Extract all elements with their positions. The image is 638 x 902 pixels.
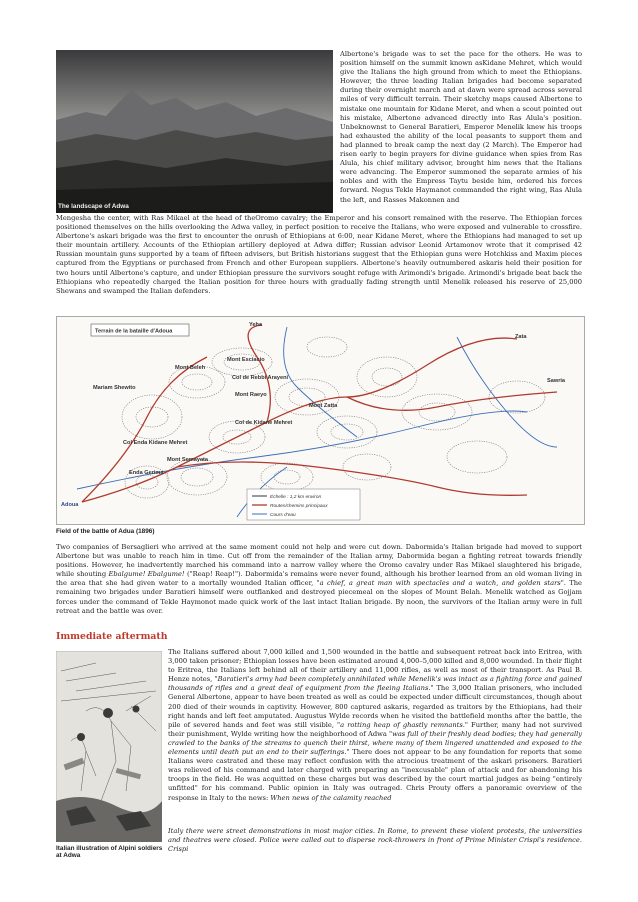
- map-place-esciacio: Mont Esciacio: [227, 357, 265, 363]
- aftermath-text-c: Further, many had not survived their punishment, Wylde writing how the neighborhood of Adwa ": [168, 720, 582, 738]
- alpini-engraving: [56, 651, 162, 842]
- map-place-zatta: Mont Zatta: [309, 403, 338, 409]
- para2-quote-officer: a chief, a great man with spectacles and a watch, and golden stars: [319, 579, 561, 588]
- map-place-mariam-shewito: Mariam Shewito: [93, 385, 136, 391]
- legend-rivers: Cours d'eau: [270, 513, 296, 518]
- battle-map-drawing: [57, 317, 584, 524]
- battle-map: [56, 316, 585, 525]
- map-title: Terrain de la bataille d'Adoua: [95, 328, 173, 335]
- aftermath-quote-neighborhood: was full of their freshly dead bodies; they had generally crawled to the banks of the streams to quench their thirst, where many of them lingered unattended and exposed to the elements until death put an end to their sufferings.: [168, 729, 582, 757]
- alpini-caption: Italian illustration of Alpini soldiers at Adwa: [56, 845, 163, 859]
- para2-quote-ebalgume: Ebalgume! Ebalgume!: [108, 570, 185, 579]
- map-place-col-enda-kidane-mehret: Col Enda Kidane Mehret: [123, 440, 188, 446]
- aftermath-quote-wylde: "a rotting heap of ghastly remnants.": [337, 720, 468, 729]
- aftermath-text-d: " There does not appear to be any foundation for reports that some Italians were castrated and these may reflect confusion with the atrocious treatment of the askari prisoners. Baratieri was relieved of his command and later charged with preparing an "inexcusable" plan of attack and for abandoning his troops in the field. He was acquitted on these charges but was described by the court martial judges as being "entirely unfitted" for his command. Public opinion in Italy was outraged. Chris Prouty offers a panoramic overview of the response in Italy to the news:: [168, 748, 582, 802]
- aftermath-text-b: The 3,000 Italian prisoners, who included General Albertone, appear to have been treated as well as could be expected under difficult circumstances, though about 200 died of their wounds in captivity. However, 800 captured askaris, regarded as traitors by the Ethiopians, had their right hands and left feet amputated. Augustus Wylde records when he visited the battlefield months after the battle, the pile of severed hands and feet was still visible,: [168, 684, 582, 729]
- map-place-raeyo: Mont Raeyo: [235, 392, 267, 398]
- map-place-beleh: Mont Beleh: [175, 365, 206, 371]
- right-column-text: Albertone's brigade was to set the pace for the others. He was to position himself on the summit known asKidane Mehret, which would give the Italians the high ground from which to meet the Ethiopians. However, the three leading Italian brigades had become separated during their overnight march and at dawn were spread across several miles of very difficult terrain. Their sketchy maps caused Albertone to mistake one mountain for Kidane Meret, and when a scout pointed out his mistake, Albertone advanced directly into Ras Alula's position. Unbeknownst to General Baratieri, Emperor Menelik knew his troops had exhausted the ability of the local peasants to support them and had planned to break camp the next day (2 March). The Emperor had risen early to begin prayers for divine guidance when spies from Ras Alula, his chief military advisor, brought him news that the Italians were advancing. The Emperor summoned the separate armies of his nobles and with the Empress Taytu beside him, ordered his forces forward. Negus Tekle Haymanot commanded the right wing, Ras Alula the left, and Rasses Makonnen and: [340, 50, 582, 204]
- landscape-photo: [56, 50, 333, 213]
- map-place-sawria: Sawria: [547, 378, 566, 384]
- map-place-yeha: Yeha: [249, 322, 263, 328]
- map-place-col-kidane-mehret: Col de Kidane Mehret: [235, 420, 293, 426]
- map-place-enda-gerima: Enda Gerima: [129, 470, 164, 476]
- para2-text-a: Two companies of Bersaglieri who arrived at the same moment could not help and were cut down. Dabormida's Italian brigade had moved to support Albertone but was unable to reach him in time. Cut off from the remainder of the Italian army, Dabormida began a fighting retreat towards friendly positions. However, he inadvertently marched his command into a narrow valley where the Oromo cavalry under Ras Mikael slaughtered his brigade, while shouting: [56, 543, 582, 579]
- legend-roads: Routes/chemins principaux: [270, 504, 328, 509]
- top-photo-caption: The landscape of Adwa: [58, 203, 129, 210]
- section-heading: Immediate aftermath: [56, 631, 168, 642]
- map-place-adoua: Adoua: [61, 502, 79, 508]
- aftermath-quote-prouty: When news of the calamity reached: [270, 793, 392, 802]
- map-caption: Field of the battle of Adua (1896): [56, 528, 155, 535]
- legend-scale: Échelle : 1,2 km environ: [270, 495, 322, 500]
- para2-text-b: ("Reap! Reap!"). Dabormida's remains were never found, although his brother learned from an old woman living in the area that she had given water to a mortally wounded Italian officer, ": [56, 570, 582, 588]
- battle-paragraph: Mengesha the center, with Ras Mikael at the head of theOromo cavalry; the Emperor and his consort remained with the reserve. The Ethiopian forces positioned themselves on the hills overlooking the Adwa valley, in perfect position to receive the Italians, who were exposed and vulnerable to crossfire. Albertone's askari brigade was the first to encounter the onrush of Ethiopians at 6:00, near Kidane Meret, where the Ethiopians had managed to set up their mountain artillery. Accounts of the Ethiopian artillery deployed at Adwa differ; Russian advisor Leonid Artamonov wrote that it comprised 42 Russian mountain guns supported by a team of fifteen advisers, but British historians suggest that the Ethiopian guns were Hotchkiss and Maxim pieces captured from the Egyptians or purchased from French and other European suppliers. Albertone's heavily outnumbered askaris held their position for two hours until Albertone's capture, and under Ethiopian pressure the survivors sought refuge with Arimondi's brigade. Arimondi's brigade beat back the Ethiopians who repeatedly charged the Italian position for three hours with gradually fading strength until Menelik released his reserve of 25,000 Shewans and swamped the Italian defenders.: [56, 214, 582, 295]
- map-place-rebbi-arayeni: Col de Rebbi Arayeni: [232, 375, 289, 381]
- dabormida-paragraph: [56, 543, 582, 616]
- aftermath-quote-henze: "Baratieri's army had been completely annihilated while Menelik's was intact as a fighting force and gained thousands of rifles and a great deal of equipment from the fleeing Italians.": [168, 675, 582, 693]
- map-place-semayata: Mont Semayata: [167, 457, 209, 463]
- para2-text-c: ". The remaining two brigades under Baratieri himself were outflanked and destroyed piecemeal on the slopes of Mount Belah. Menelik watched as Gojjam forces under the command of Tekle Haymonot made quick work of the last intact Italian brigade. By noon, the survivors of the Italian army were in full retreat and the battle was over.: [56, 579, 582, 615]
- aftermath-text: [168, 648, 582, 803]
- landscape-illustration: [56, 50, 333, 213]
- map-place-zata: Zata: [515, 334, 527, 340]
- alpini-illustration: [56, 651, 162, 842]
- aftermath-text-continued: Italy there were street demonstrations in most major cities. In Rome, to prevent these violent protests, the universities and theatres were closed. Police were called out to disperse rock-throwers in front of Prime Minister Crispi's residence. Crispi: [168, 827, 582, 854]
- aftermath-text-a: The Italians suffered about 7,000 killed and 1,500 wounded in the battle and subsequent retreat back into Eritrea, with 3,000 taken prisoner; Ethiopian losses have been estimated around 4,000–5,000 killed and 8,000 wounded. In their flight to Eritrea, the Italians left behind all of their artillery and 11,000 rifles, as well as most of their transport. As Paul B. Henze notes,: [168, 648, 582, 684]
